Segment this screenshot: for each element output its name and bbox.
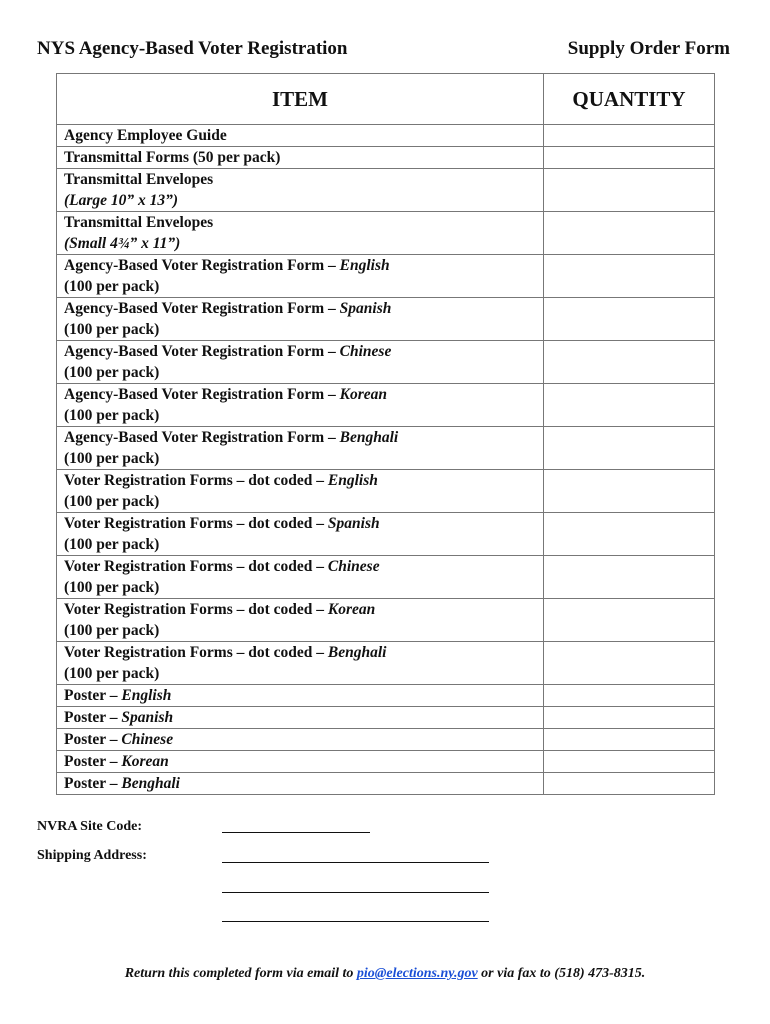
item-detail	[64, 276, 543, 297]
item-cell	[57, 773, 544, 795]
table-row	[57, 751, 715, 773]
item-language: Benghali	[339, 429, 399, 446]
item-language: English	[339, 257, 390, 274]
item-detail-text: (100 per pack)	[64, 622, 160, 639]
quantity-cell[interactable]	[544, 556, 715, 599]
table-row	[57, 147, 715, 169]
item-name	[64, 599, 543, 620]
quantity-cell[interactable]	[544, 169, 715, 212]
item-name	[64, 513, 543, 534]
item-detail	[64, 448, 543, 469]
quantity-cell[interactable]	[544, 341, 715, 384]
item-language: Korean	[327, 601, 376, 618]
form-subtitle: Supply Order Form	[567, 38, 730, 59]
item-name-text: Poster –	[64, 753, 122, 770]
item-name-text: Agency-Based Voter Registration Form –	[64, 300, 340, 317]
item-detail	[64, 319, 543, 340]
item-language: Spanish	[339, 300, 392, 317]
item-cell	[57, 255, 544, 298]
item-size: (Small 4¾” x 11”)	[64, 235, 181, 252]
quantity-cell[interactable]	[544, 773, 715, 795]
quantity-cell[interactable]	[544, 642, 715, 685]
table-row	[57, 707, 715, 729]
item-name	[64, 298, 543, 319]
table-row	[57, 341, 715, 384]
item-language: English	[327, 472, 378, 489]
item-name	[64, 685, 543, 706]
table-row	[57, 255, 715, 298]
item-detail-text: (100 per pack)	[64, 364, 160, 381]
quantity-cell[interactable]	[544, 147, 715, 169]
item-detail-text: (100 per pack)	[64, 665, 160, 682]
table-row	[57, 470, 715, 513]
item-name-text: Poster –	[64, 709, 122, 726]
quantity-cell[interactable]	[544, 384, 715, 427]
item-name-text: Transmittal Envelopes	[64, 171, 214, 188]
table-row	[57, 212, 715, 255]
item-detail-text: (100 per pack)	[64, 450, 160, 467]
shipping-address-line-2[interactable]	[222, 892, 489, 893]
item-language: Benghali	[327, 644, 387, 661]
quantity-cell[interactable]	[544, 298, 715, 341]
item-detail-text: (100 per pack)	[64, 493, 160, 510]
item-name	[64, 642, 543, 663]
item-cell	[57, 513, 544, 556]
table-row	[57, 169, 715, 212]
item-column-header: ITEM	[57, 74, 544, 125]
item-name-text: Agency-Based Voter Registration Form –	[64, 429, 340, 446]
item-cell	[57, 212, 544, 255]
table-row	[57, 642, 715, 685]
table-row	[57, 298, 715, 341]
item-name-text: Poster –	[64, 687, 122, 704]
item-name-text: Voter Registration Forms – dot coded –	[64, 644, 328, 661]
item-cell	[57, 556, 544, 599]
item-name	[64, 707, 543, 728]
table-row	[57, 773, 715, 795]
item-language: Korean	[339, 386, 388, 403]
item-name-text: Voter Registration Forms – dot coded –	[64, 515, 328, 532]
item-name	[64, 751, 543, 772]
item-name-text: Agency-Based Voter Registration Form –	[64, 343, 340, 360]
site-code-label: NVRA Site Code:	[37, 819, 142, 834]
quantity-cell[interactable]	[544, 751, 715, 773]
item-cell	[57, 341, 544, 384]
item-name-text: Agency Employee Guide	[64, 127, 227, 144]
site-code-input-line[interactable]	[222, 832, 370, 833]
item-name	[64, 729, 543, 750]
quantity-cell[interactable]	[544, 255, 715, 298]
item-cell	[57, 685, 544, 707]
item-detail	[64, 534, 543, 555]
item-cell	[57, 470, 544, 513]
item-cell	[57, 751, 544, 773]
item-name-text: Poster –	[64, 775, 122, 792]
item-cell	[57, 599, 544, 642]
table-row	[57, 685, 715, 707]
shipping-address-label: Shipping Address:	[37, 848, 147, 863]
item-cell	[57, 729, 544, 751]
item-name-text: Agency-Based Voter Registration Form –	[64, 386, 340, 403]
return-instructions	[0, 966, 770, 982]
item-detail	[64, 405, 543, 426]
item-cell	[57, 384, 544, 427]
item-name	[64, 470, 543, 491]
item-language: Chinese	[339, 343, 392, 360]
item-detail	[64, 233, 543, 254]
table-row	[57, 427, 715, 470]
item-detail	[64, 491, 543, 512]
item-cell	[57, 298, 544, 341]
item-language: Benghali	[121, 775, 180, 792]
item-language: Spanish	[327, 515, 380, 532]
item-language: Spanish	[121, 709, 174, 726]
item-name-text: Voter Registration Forms – dot coded –	[64, 472, 328, 489]
quantity-cell[interactable]	[544, 707, 715, 729]
item-name	[64, 125, 543, 146]
item-cell	[57, 427, 544, 470]
item-cell	[57, 147, 544, 169]
item-name	[64, 147, 543, 168]
item-cell	[57, 707, 544, 729]
table-row	[57, 599, 715, 642]
item-detail-text: (100 per pack)	[64, 579, 160, 596]
item-cell	[57, 125, 544, 147]
item-detail	[64, 620, 543, 641]
item-name-text: Agency-Based Voter Registration Form –	[64, 257, 340, 274]
item-name	[64, 427, 543, 448]
quantity-cell[interactable]	[544, 599, 715, 642]
item-name	[64, 255, 543, 276]
item-detail	[64, 663, 543, 684]
quantity-cell[interactable]	[544, 212, 715, 255]
table-row	[57, 384, 715, 427]
item-name	[64, 384, 543, 405]
quantity-cell[interactable]	[544, 513, 715, 556]
table-row	[57, 729, 715, 751]
item-name-text: Transmittal Forms (50 per pack)	[64, 149, 281, 166]
item-language: Chinese	[327, 558, 380, 575]
item-cell	[57, 169, 544, 212]
item-language: Korean	[121, 753, 169, 770]
item-name	[64, 556, 543, 577]
item-name-text: Voter Registration Forms – dot coded –	[64, 601, 328, 618]
item-detail-text: (100 per pack)	[64, 321, 160, 338]
footer-text-after: or via fax to (518) 473-8315.	[477, 966, 646, 981]
item-detail	[64, 362, 543, 383]
quantity-cell[interactable]	[544, 470, 715, 513]
email-link[interactable]: pio@elections.ny.gov	[356, 966, 478, 981]
table-row	[57, 556, 715, 599]
item-name	[64, 341, 543, 362]
footer-text-before: Return this completed form via email to	[124, 966, 357, 981]
item-language: Chinese	[121, 731, 174, 748]
quantity-cell[interactable]	[544, 427, 715, 470]
table-row	[57, 513, 715, 556]
form-title: NYS Agency-Based Voter Registration	[37, 38, 348, 59]
item-name	[64, 212, 543, 233]
item-language: English	[121, 687, 172, 704]
shipping-address-line-3[interactable]	[222, 921, 489, 922]
quantity-cell[interactable]	[544, 729, 715, 751]
supply-order-table	[56, 73, 715, 795]
item-detail-text: (100 per pack)	[64, 278, 160, 295]
quantity-cell[interactable]	[544, 685, 715, 707]
item-name-text: Voter Registration Forms – dot coded –	[64, 558, 328, 575]
item-name-text: Transmittal Envelopes	[64, 214, 214, 231]
item-detail-text: (100 per pack)	[64, 536, 160, 553]
item-name-text: Poster –	[64, 731, 122, 748]
item-size: (Large 10” x 13”)	[64, 192, 179, 209]
table-row	[57, 125, 715, 147]
quantity-cell[interactable]	[544, 125, 715, 147]
table-header-row	[57, 74, 715, 125]
item-cell	[57, 642, 544, 685]
item-detail-text: (100 per pack)	[64, 407, 160, 424]
shipping-address-line-1[interactable]	[222, 862, 489, 863]
item-name	[64, 169, 543, 190]
item-name	[64, 773, 543, 794]
item-detail	[64, 577, 543, 598]
quantity-column-header: QUANTITY	[544, 74, 715, 125]
item-detail	[64, 190, 543, 211]
